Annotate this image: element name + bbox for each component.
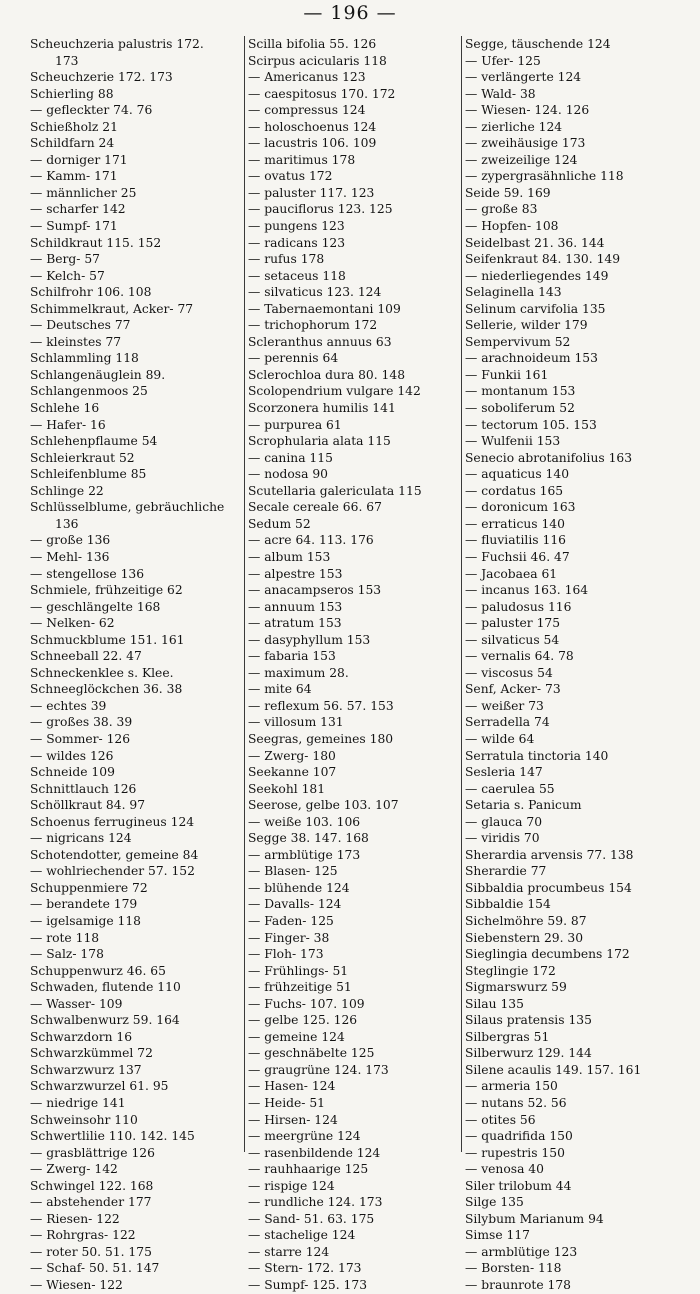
index-entry: — anacampseros 153 (248, 583, 382, 598)
index-entry: — trichophorum 172 (248, 318, 378, 333)
index-entry: — gemeine 124 (248, 1029, 345, 1044)
index-entry: — Hasen- 124 (248, 1079, 336, 1094)
index-entry: — compressus 124 (248, 103, 366, 118)
index-entry: — Davalls- 124 (248, 897, 342, 912)
index-entry: Schoenus ferrugineus 124 (30, 814, 195, 829)
index-entry: — Hopfen- 108 (465, 219, 559, 234)
index-entry: Selaginella 143 (465, 285, 562, 300)
index-entry: — braunrote 178 (465, 1278, 572, 1293)
index-entry: — frühzeitige 51 (248, 980, 352, 995)
index-entry: Seidelbast 21. 36. 144 (465, 235, 605, 250)
index-entry: Selinum carvifolia 135 (465, 301, 606, 316)
index-entry: — stachelige 124 (248, 1228, 356, 1243)
index-column-2 (248, 36, 459, 1294)
index-entry: — Jacobaea 61 (465, 566, 558, 581)
index-entry: — große 83 (465, 202, 538, 217)
index-entry: — nutans 52. 56 (465, 1096, 567, 1110)
index-entry: — Berg- 57 (30, 252, 100, 267)
index-entry: Schwertlilie 110. 142. 145 (30, 1129, 195, 1144)
index-entry: — wilde 64 (465, 731, 535, 746)
index-entry: Sibbaldia procumbeus 154 (465, 880, 632, 895)
index-entry: — Schaf- 50. 51. 147 (30, 1261, 160, 1276)
index-entry: — silvaticus 123. 124 (248, 285, 382, 300)
index-entry: — Salz- 178 (30, 947, 104, 962)
index-entry: Schuppenmiere 72 (30, 880, 148, 895)
index-entry: — montanum 153 (465, 384, 576, 399)
index-entry: Schwarzdorn 16 (30, 1029, 133, 1044)
index-entry: Seekanne 107 (248, 765, 337, 780)
index-entry: — pauciflorus 123. 125 (248, 202, 393, 217)
index-entry: — tectorum 105. 153 (465, 417, 597, 432)
index-entry: — holoschoenus 124 (248, 119, 377, 134)
index-entry: — Americanus 123 (248, 70, 366, 85)
index-entry: — Hirsen- 124 (248, 1112, 338, 1127)
index-entry: — rundliche 124. 173 (248, 1195, 383, 1210)
index-entry: Schweinsohr 110 (30, 1112, 138, 1127)
index-column-3 (465, 36, 687, 1294)
index-entry: Scleranthus annuus 63 (248, 334, 392, 349)
index-entry: — venosa 40 (465, 1162, 544, 1177)
index-entry: Seerose, gelbe 103. 107 (248, 798, 399, 813)
index-entry: Scirpus acicularis 118 (248, 53, 387, 68)
index-entry: Sichelmöhre 59. 87 (465, 913, 587, 928)
index-entry: — paludosus 116 (465, 599, 572, 614)
index-entry: — rote 118 (30, 930, 100, 945)
index-entry: — reflexum 56. 57. 153 (248, 698, 394, 713)
index-entry: Seifenkraut 84. 130. 149 (465, 252, 621, 267)
index-entry: Schwarzkümmel 72 (30, 1046, 153, 1061)
index-entry: Schlüsselblume, gebräuchliche (30, 500, 225, 515)
index-entry: Silene acaulis 149. 157. 161 (465, 1062, 642, 1077)
index-entry: Scilla bifolia 55. 126 (248, 37, 377, 51)
index-entry: — starre 124 (248, 1244, 330, 1259)
index-entry: Schlangenäuglein 89. (30, 367, 166, 382)
index-entry: — otites 56 (465, 1112, 536, 1127)
index-entry: — zweizeilige 124 (465, 152, 578, 167)
index-entry: — album 153 (248, 549, 331, 564)
index-entry: Schildfarn 24 (30, 136, 115, 151)
index-entry: — echtes 39 (30, 698, 107, 713)
index-entry: — paluster 117. 123 (248, 185, 375, 200)
index-entry: — annuum 153 (248, 599, 343, 614)
index-entry: — Wald- 38 (465, 86, 536, 101)
index-entry: — rauhhaarige 125 (248, 1162, 369, 1177)
index-entry: Schlammling 118 (30, 351, 139, 366)
index-entry: Siebenstern 29. 30 (465, 930, 584, 945)
index-entry: 136 (55, 516, 79, 531)
index-entry: Simse 117 (465, 1228, 530, 1243)
index-entry: — Floh- 173 (248, 947, 324, 962)
index-entry: Seegras, gemeines 180 (248, 731, 394, 746)
index-entry: — Kamm- 171 (30, 169, 118, 184)
index-entry: — zierliche 124 (465, 119, 563, 134)
index-entry: — glauca 70 (465, 814, 543, 829)
index-entry: — meergrüne 124 (248, 1129, 361, 1144)
index-entry: — Faden- 125 (248, 913, 334, 928)
index-entry: — Fuchs- 107. 109 (248, 996, 365, 1011)
index-entry: — niederliegendes 149 (465, 268, 609, 283)
index-entry: — graugrüne 124. 173 (248, 1062, 389, 1077)
index-entry: Schlehenpflaume 54 (30, 434, 158, 449)
index-entry: — silvaticus 54 (465, 632, 560, 647)
index-entry: Sesleria 147 (465, 765, 543, 780)
index-entry: — setaceus 118 (248, 268, 346, 283)
index-entry: — aquaticus 140 (465, 467, 570, 482)
index-entry: — armblütige 123 (465, 1244, 578, 1259)
index-entry: — Ufer- 125 (465, 53, 541, 68)
index-entry: — fabaria 153 (248, 649, 336, 664)
index-entry: — berandete 179 (30, 897, 138, 912)
index-entry: — soboliferum 52 (465, 401, 575, 416)
index-entry: Sempervivum 52 (465, 334, 571, 349)
index-entry: — Heide- 51 (248, 1096, 325, 1110)
index-entry: Schmuckblume 151. 161 (30, 632, 185, 647)
index-entry: — maximum 28. (248, 665, 349, 680)
index-entry: Schlangenmoos 25 (30, 384, 148, 399)
index-entry: — Sommer- 126 (30, 731, 131, 746)
column-divider (244, 36, 245, 1152)
index-entry: — gefleckter 74. 76 (30, 103, 153, 118)
index-entry: — fluviatilis 116 (465, 533, 566, 548)
index-entry: — Wulfenii 153 (465, 434, 561, 449)
index-entry: — Sand- 51. 63. 175 (248, 1211, 375, 1226)
index-entry: Sedum 52 (248, 516, 311, 531)
index-entry: — caespitosus 170. 172 (248, 86, 396, 101)
index-entry: — stengellose 136 (30, 566, 145, 581)
index-entry: Sherardie 77 (465, 864, 547, 879)
index-entry: Schleifenblume 85 (30, 467, 147, 482)
index-entry: — Riesen- 122 (30, 1211, 120, 1226)
index-entry: — villosum 131 (248, 715, 344, 730)
index-entry: — Nelken- 62 (30, 616, 115, 631)
index-entry: — pungens 123 (248, 219, 345, 234)
index-entry: — abstehender 177 (30, 1195, 152, 1210)
index-entry: — grasblättrige 126 (30, 1145, 155, 1160)
index-entry: Senf, Acker- 73 (465, 682, 561, 697)
index-entry: Silge 135 (465, 1195, 524, 1210)
index-entry: — Blasen- 125 (248, 864, 338, 879)
index-entry: — ovatus 172 (248, 169, 333, 184)
index-entry: — männlicher 25 (30, 185, 137, 200)
index-entry: — Sumpf- 171 (30, 219, 118, 234)
index-entry: Schilfrohr 106. 108 (30, 285, 152, 300)
index-column-1 (30, 36, 243, 1294)
index-entry: — Mehl- 136 (30, 549, 110, 564)
index-entry: Scolopendrium vulgare 142 (248, 384, 421, 399)
index-entry: — rasenbildende 124 (248, 1145, 381, 1160)
index-entry: — vernalis 64. 78 (465, 649, 574, 664)
index-entry: — alpestre 153 (248, 566, 343, 581)
index-entry: — rupestris 150 (465, 1145, 565, 1160)
index-entry: Schwingel 122. 168 (30, 1178, 154, 1193)
index-entry: — acre 64. 113. 176 (248, 533, 374, 548)
index-entry: Scheuchzerie 172. 173 (30, 70, 173, 85)
index-entry: — geschnäbelte 125 (248, 1046, 375, 1061)
index-entry: — dorniger 171 (30, 152, 128, 167)
index-entry: — blühende 124 (248, 880, 350, 895)
index-entry: — Sumpf- 125. 173 (248, 1278, 368, 1293)
index-entry: — Fuchsii 46. 47 (465, 549, 570, 564)
index-entry: — scharfer 142 (30, 202, 126, 217)
index-entry: 173 (55, 53, 79, 68)
index-entry: — nigricans 124 (30, 831, 132, 846)
index-entry: — doronicum 163 (465, 500, 576, 515)
index-entry: — Hafer- 16 (30, 417, 106, 432)
index-entry: — caerulea 55 (465, 781, 555, 796)
index-entry: — großes 38. 39 (30, 715, 133, 730)
index-entry: Sherardia arvensis 77. 138 (465, 847, 634, 862)
index-entry: Segge, täuschende 124 (465, 37, 611, 51)
index-entry: — rispige 124 (248, 1178, 335, 1193)
index-entry: Silberwurz 129. 144 (465, 1046, 592, 1061)
index-entry: Scorzonera humilis 141 (248, 401, 396, 416)
index-entry: Schmiele, frühzeitige 62 (30, 583, 183, 598)
index-entry: — Zwerg- 142 (30, 1162, 118, 1177)
index-entry: — Borsten- 118 (465, 1261, 562, 1276)
index-entry: Schneckenklee s. Klee. (30, 665, 174, 680)
index-entry: Sellerie, wilder 179 (465, 318, 588, 333)
index-entry: — incanus 163. 164 (465, 583, 589, 598)
index-entry: Seide 59. 169 (465, 185, 551, 200)
index-entry: Schierling 88 (30, 86, 114, 101)
index-entry: — purpurea 61 (248, 417, 342, 432)
index-entry: Segge 38. 147. 168 (248, 831, 369, 846)
index-entry: — Frühlings- 51 (248, 963, 349, 978)
index-entry: Scrophularia alata 115 (248, 434, 391, 449)
index-entry: — niedrige 141 (30, 1096, 126, 1110)
index-entry: — zweihäusige 173 (465, 136, 586, 151)
index-entry: Schleierkraut 52 (30, 450, 135, 465)
index-entry: — Kelch- 57 (30, 268, 105, 283)
index-entry: — wildes 126 (30, 748, 114, 763)
index-entry: Senecio abrotanifolius 163 (465, 450, 633, 465)
index-entry: Schneide 109 (30, 765, 115, 780)
index-entry: — Rohrgras- 122 (30, 1228, 136, 1243)
index-entry: — igelsamige 118 (30, 913, 141, 928)
index-entry: — maritimus 178 (248, 152, 356, 167)
index-entry: Sieglingia decumbens 172 (465, 947, 630, 962)
index-entry: — große 136 (30, 533, 111, 548)
index-entry: Sibbaldie 154 (465, 897, 551, 912)
index-entry: Serradella 74 (465, 715, 550, 730)
index-entry: Schwaden, flutende 110 (30, 980, 181, 995)
index-entry: — cordatus 165 (465, 483, 564, 498)
index-entry: — weiße 103. 106 (248, 814, 361, 829)
index-entry: Schwarzwurzel 61. 95 (30, 1079, 169, 1094)
index-entry: Silaus pratensis 135 (465, 1013, 592, 1028)
index-entry: Setaria s. Panicum (465, 798, 582, 813)
index-entry: Schnittlauch 126 (30, 781, 137, 796)
index-entry: — paluster 175 (465, 616, 561, 631)
index-entry: Schlehe 16 (30, 401, 100, 416)
index-entry: — verlängerte 124 (465, 70, 582, 85)
index-entry: Sclerochloa dura 80. 148 (248, 367, 406, 382)
index-entry: — Stern- 172. 173 (248, 1261, 362, 1276)
index-entry: Silbergras 51 (465, 1029, 550, 1044)
index-entry: Schlinge 22 (30, 483, 104, 498)
index-entry: Schuppenwurz 46. 65 (30, 963, 166, 978)
index-entry: — Finger- 38 (248, 930, 330, 945)
index-entry: Schöllkraut 84. 97 (30, 798, 146, 813)
index-entry: Schwarzwurz 137 (30, 1062, 142, 1077)
index-entry: — mite 64 (248, 682, 312, 697)
index-entry: Schießholz 21 (30, 119, 118, 134)
index-entry: — arachnoideum 153 (465, 351, 598, 366)
index-entry: — quadrifida 150 (465, 1129, 573, 1144)
index-entry: — rufus 178 (248, 252, 325, 267)
index-entry: Silybum Marianum 94 (465, 1211, 604, 1226)
index-entry: — Wasser- 109 (30, 996, 123, 1011)
index-entry: Silau 135 (465, 996, 524, 1011)
index-entry: — perennis 64 (248, 351, 339, 366)
index-entry: — Wiesen- 124. 126 (465, 103, 590, 118)
column-divider (461, 36, 462, 1152)
index-entry: — Wiesen- 122 (30, 1278, 123, 1293)
index-entry: — nodosa 90 (248, 467, 329, 482)
index-entry: Seekohl 181 (248, 781, 326, 796)
index-entry: — armblütige 173 (248, 847, 361, 862)
index-entry: Steglingie 172 (465, 963, 556, 978)
index-entry: Schildkraut 115. 152 (30, 235, 162, 250)
index-entry: — Zwerg- 180 (248, 748, 336, 763)
index-entry: Siler trilobum 44 (465, 1178, 572, 1193)
index-entry: — viscosus 54 (465, 665, 553, 680)
index-entry: Schneeglöckchen 36. 38 (30, 682, 183, 697)
index-entry: Schwalbenwurz 59. 164 (30, 1013, 180, 1028)
index-entry: Schneeball 22. 47 (30, 649, 142, 664)
index-entry: — lacustris 106. 109 (248, 136, 377, 151)
index-entry: Serratula tinctoria 140 (465, 748, 609, 763)
index-entry: — erraticus 140 (465, 516, 565, 531)
index-entry: Sigmarswurz 59 (465, 980, 567, 995)
index-entry: — armeria 150 (465, 1079, 558, 1094)
index-entry: — viridis 70 (465, 831, 540, 846)
index-entry: — geschlängelte 168 (30, 599, 161, 614)
index-entry: — radicans 123 (248, 235, 346, 250)
index-entry: — zypergrasähnliche 118 (465, 169, 624, 184)
index-entry: — Deutsches 77 (30, 318, 131, 333)
index-entry: — atratum 153 (248, 616, 342, 631)
index-entry: — Funkii 161 (465, 367, 549, 382)
index-entry: — weißer 73 (465, 698, 544, 713)
page-number: — 196 — (303, 2, 397, 24)
index-entry: — dasyphyllum 153 (248, 632, 371, 647)
index-entry: — roter 50. 51. 175 (30, 1244, 152, 1259)
index-entry: — gelbe 125. 126 (248, 1013, 358, 1028)
index-entry: — canina 115 (248, 450, 333, 465)
index-entry: Schimmelkraut, Acker- 77 (30, 301, 194, 316)
index-entry: Scutellaria galericulata 115 (248, 483, 422, 498)
index-entry: Secale cereale 66. 67 (248, 500, 382, 515)
index-entry: — Tabernaemontani 109 (248, 301, 401, 316)
index-entry: Scheuchzeria palustris 172. (30, 37, 204, 51)
index-entry: Schotendotter, gemeine 84 (30, 847, 199, 862)
index-entry: — kleinstes 77 (30, 334, 122, 349)
index-entry: — wohlriechender 57. 152 (30, 864, 195, 879)
